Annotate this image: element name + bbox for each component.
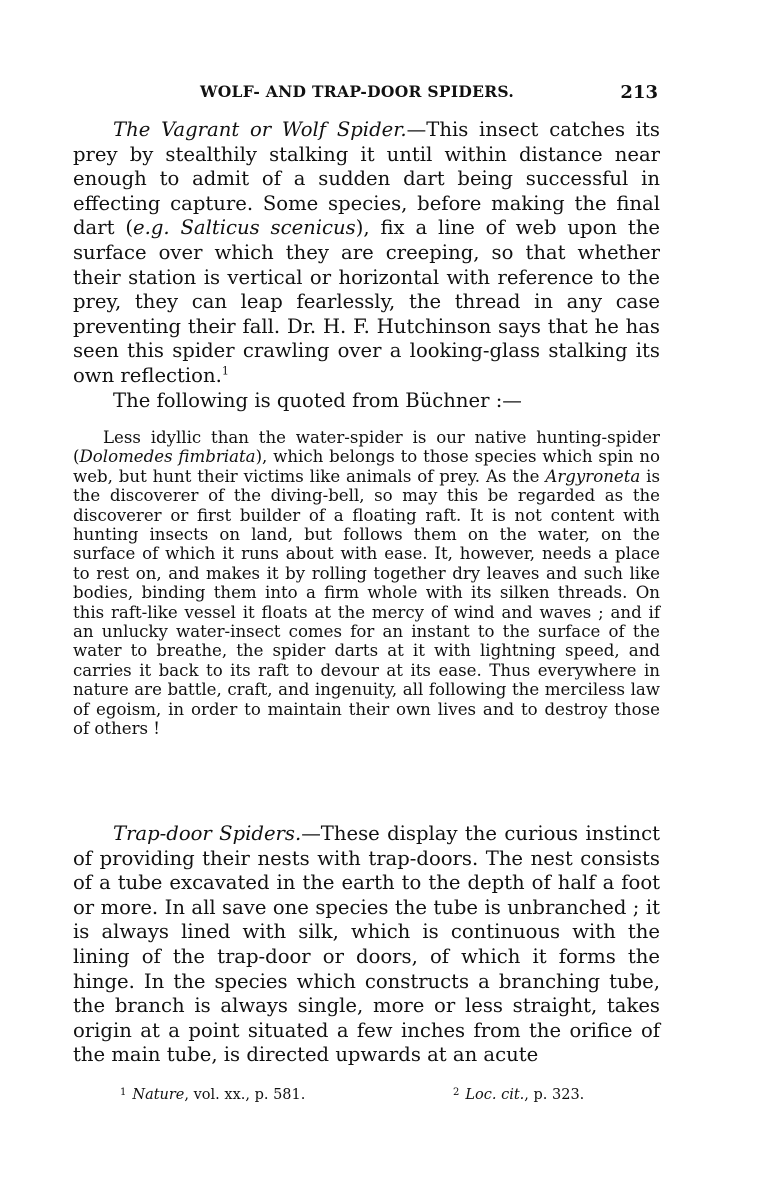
running-title: WOLF- AND TRAP-DOOR SPIDERS. <box>200 82 515 101</box>
footnote-ref: 1 <box>221 364 229 378</box>
buchner-quote <box>73 428 660 739</box>
quote-species: Dolomedes fimbriata <box>79 447 256 467</box>
quote-text-1: Less idyllic than the water-spider is our native hunting-spider ( <box>73 428 660 467</box>
footnote-rest: , vol. xx., p. 581. <box>184 1087 306 1103</box>
footnote-mark: 2 <box>453 1087 460 1098</box>
wolf-spider-text-1: —This insect catches its prey by stealthily stalking it until within distance near enough to admit of a sudden dart being successful in effecting capture. Some species, before making the final dart ( <box>73 118 660 240</box>
footnote <box>120 1087 305 1103</box>
footnote <box>453 1087 584 1103</box>
quote-text-2: ), which belongs to those species which spin no web, but hunt their victims like animals of prey. As the <box>73 447 661 486</box>
footnote-rest: , p. 323. <box>524 1087 585 1103</box>
quote-text-3: is the discoverer of the diving-bell, so may this be regarded as the discoverer or first builder of a floating raft. It is not content with hunting insects on land, but follows them on the water, on the surface of which it runs about with ease. It, however, needs a place to rest on, and makes it by rolling together dry leaves and such like bodies, binding them into a firm whole with its silken threads. On this raft-like vessel it floats at the mercy of wind and waves ; and if an unlucky water-insect comes for an instant to the surface of the water to breathe, the spider darts at it with lightning speed, and carries it back to its raft to devour at its ease. Thus everywhere in nature are battle, craft, and ingenuity, all following the merciless law of egoism, in order to maintain their own lives and to destroy those of others ! <box>73 466 660 739</box>
wolf-spider-example: e.g. Salticus scenicus <box>133 216 356 240</box>
footnote-source: Nature <box>132 1087 185 1103</box>
page-number: 213 <box>620 82 658 103</box>
wolf-spider-section <box>73 118 660 413</box>
quote-intro: The following is quoted from Büchner :— <box>113 388 522 412</box>
running-header <box>200 82 658 108</box>
wolf-spider-paragraph <box>73 118 660 389</box>
footnotes <box>120 1087 660 1109</box>
trap-door-heading: Trap-door Spiders. <box>113 822 302 845</box>
trap-door-text: —These display the curious instinct of providing their nests with trap-doors. The nest consists of a tube excavated in the earth to the depth of half a foot or more. In all save one species the tube is unbranched ; it is always lined with silk, which is continuous with the lining of the trap-door or doors, of which it forms the hinge. In the species which constructs a branching tube, the branch is always single, more or less straight, takes origin at a point situated a few inches from the orifice of the main tube, is directed upwards at an acute <box>73 822 660 1067</box>
footnote-source: Loc. cit. <box>465 1087 525 1103</box>
trap-door-paragraph <box>73 822 660 1068</box>
wolf-spider-heading: The Vagrant or Wolf Spider. <box>113 118 407 141</box>
footnote-mark: 1 <box>120 1087 127 1098</box>
wolf-spider-text-2: ), fix a line of web upon the surface over which they are creeping, so that whether their station is vertical or horizontal with reference to the prey, they can leap fearlessly, the thread in any case preventing their fall. Dr. H. F. Hutchinson says that he has seen this spider crawling over a looking-glass stalking its own reflection. <box>73 216 660 387</box>
quote-genus: Argyroneta <box>545 466 641 486</box>
quote-paragraph <box>73 428 660 739</box>
trap-door-section <box>73 822 660 1068</box>
